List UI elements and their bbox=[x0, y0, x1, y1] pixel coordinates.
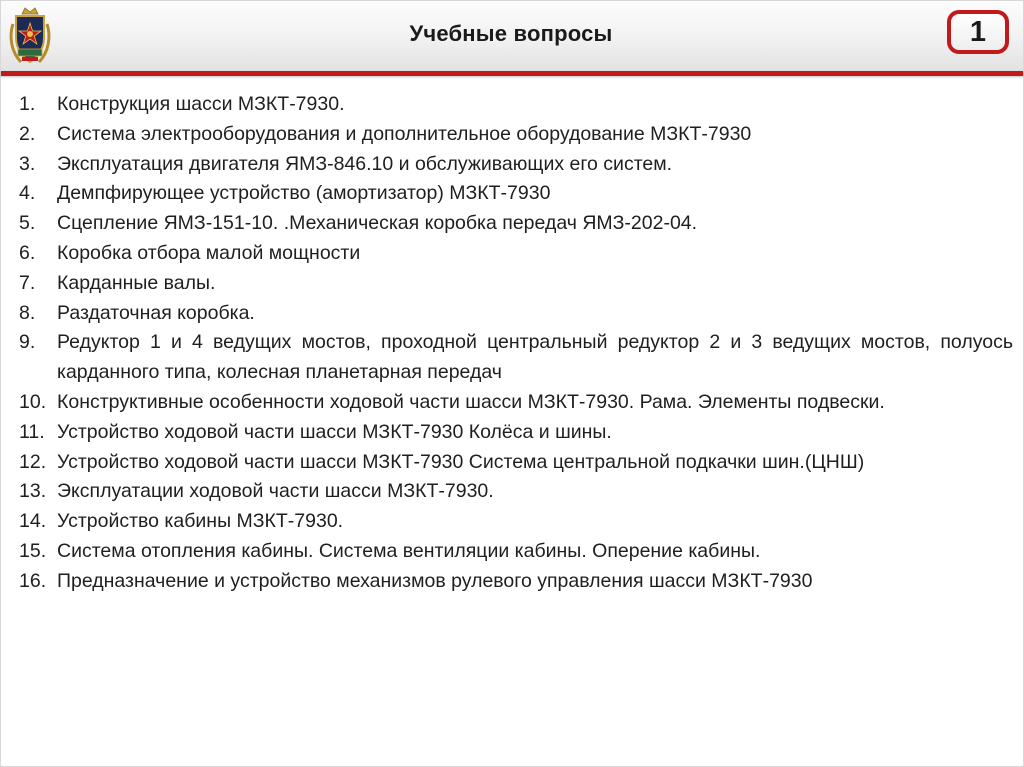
list-item-number: 12. bbox=[19, 450, 47, 473]
list-item bbox=[19, 269, 1013, 299]
list-item-number: 4. bbox=[19, 182, 36, 205]
list-item-text: Предназначение и устройство механизмов рулевого управления шасси МЗКТ-7930 bbox=[57, 569, 813, 592]
list-item bbox=[19, 299, 1013, 329]
list-item bbox=[19, 150, 1013, 180]
list-item bbox=[19, 567, 1013, 597]
list-item-text: Демпфирующее устройство (амортизатор) МЗКТ-7930 bbox=[57, 182, 551, 205]
list-item-text: Раздаточная коробка. bbox=[57, 301, 255, 324]
list-item bbox=[19, 328, 1013, 388]
list-item bbox=[19, 179, 1013, 209]
questions-list bbox=[19, 90, 1013, 597]
list-item-text: Устройство ходовой части шасси МЗКТ-7930 Система центральной подкачки шин.(ЦНШ) bbox=[57, 450, 865, 473]
list-item bbox=[19, 418, 1013, 448]
list-item-text: Карданные валы. bbox=[57, 271, 216, 294]
header-bar bbox=[1, 1, 1023, 71]
list-item-text: Сцепление ЯМЗ-151-10. .Механическая коробка передач ЯМЗ-202-04. bbox=[57, 212, 698, 235]
list-item-text: Редуктор 1 и 4 ведущих мостов, проходной центральный редуктор 2 и 3 ведущих мостов, полуось карданного типа, колесная планетарная передач bbox=[57, 331, 1013, 384]
list-item-number: 16. bbox=[19, 569, 47, 592]
list-item bbox=[19, 209, 1013, 239]
list-item bbox=[19, 477, 1013, 507]
list-item bbox=[19, 388, 1013, 418]
list-item bbox=[19, 90, 1013, 120]
list-item-number: 7. bbox=[19, 271, 36, 294]
list-item-number: 6. bbox=[19, 241, 36, 264]
list-item-text: Устройство ходовой части шасси МЗКТ-7930 Колёса и шины. bbox=[57, 420, 612, 443]
list-item-number: 2. bbox=[19, 122, 36, 145]
page-number-badge: 1 bbox=[947, 10, 1009, 54]
header-divider bbox=[1, 71, 1023, 76]
list-item bbox=[19, 507, 1013, 537]
list-item-text: Система электрооборудования и дополнительное оборудование МЗКТ-7930 bbox=[57, 122, 752, 145]
list-item-number: 3. bbox=[19, 152, 36, 175]
list-item-number: 10. bbox=[19, 390, 47, 413]
list-item-text: Система отопления кабины. Система вентиляции кабины. Оперение кабины. bbox=[57, 539, 761, 562]
list-item-number: 1. bbox=[19, 93, 36, 115]
list-item-number: 15. bbox=[19, 539, 47, 562]
list-item-text: Конструкция шасси МЗКТ-7930. bbox=[57, 93, 345, 115]
list-item-number: 5. bbox=[19, 212, 36, 235]
list-item-number: 14. bbox=[19, 510, 47, 533]
list-item-text: Эксплуатации ходовой части шасси МЗКТ-7930. bbox=[57, 480, 494, 503]
list-item-text: Эксплуатация двигателя ЯМЗ-846.10 и обслуживающих его систем. bbox=[57, 152, 673, 175]
military-crest-icon bbox=[7, 6, 53, 68]
list-item-text: Конструктивные особенности ходовой части шасси МЗКТ-7930. Рама. Элементы подвески. bbox=[57, 390, 885, 413]
list-item-text: Устройство кабины МЗКТ-7930. bbox=[57, 510, 344, 533]
list-item-number: 11. bbox=[19, 420, 45, 443]
list-item bbox=[19, 537, 1013, 567]
list-item-number: 9. bbox=[19, 331, 36, 354]
list-item-number: 13. bbox=[19, 480, 47, 503]
list-item-text: Коробка отбора малой мощности bbox=[57, 241, 361, 264]
list-item-number: 8. bbox=[19, 301, 36, 324]
list-item bbox=[19, 239, 1013, 269]
page-title: Учебные вопросы bbox=[409, 21, 613, 46]
list-item bbox=[19, 448, 1013, 478]
list-item bbox=[19, 120, 1013, 150]
